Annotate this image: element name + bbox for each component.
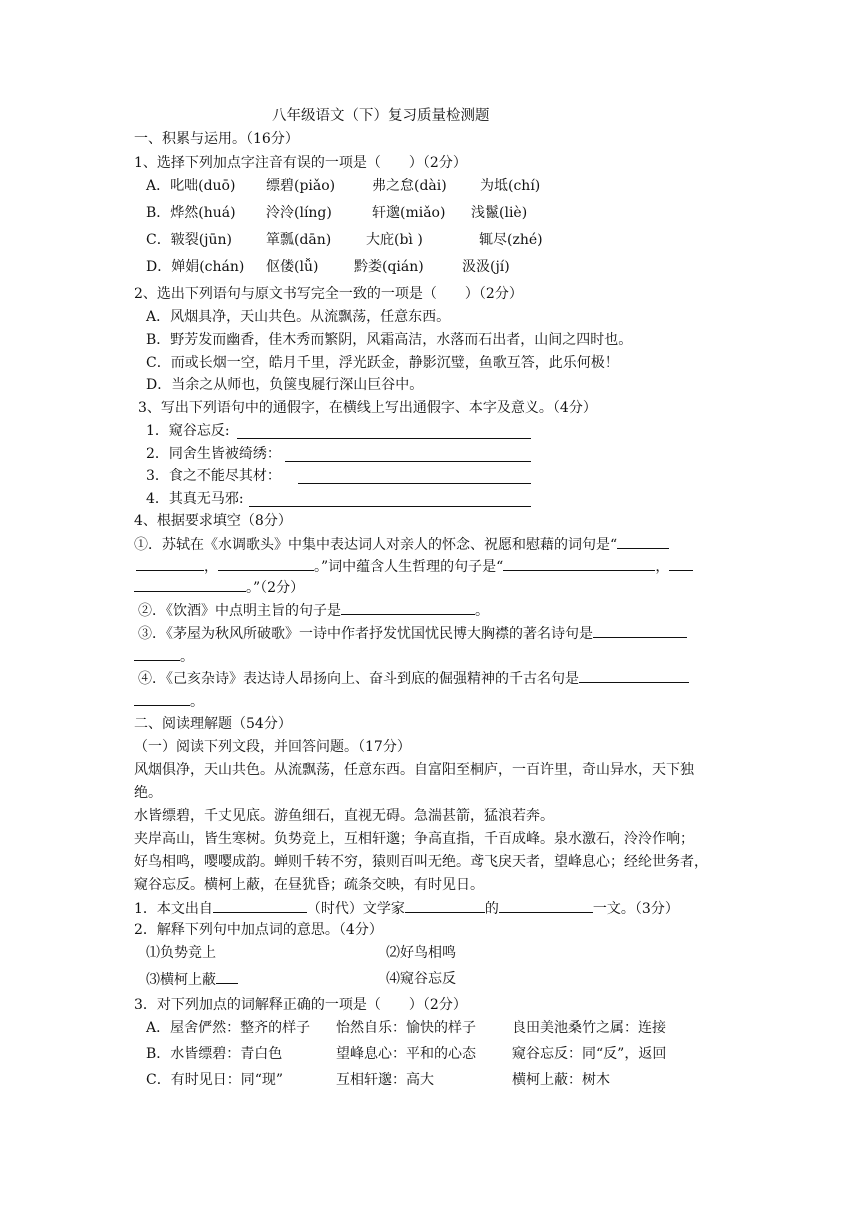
q4-item-1-text: ①．苏轼在《水调歌头》中集中表达词人对亲人的怀念、祝愿和慰藉的词句是“ (134, 537, 618, 553)
q4-blank-3a[interactable] (593, 623, 687, 638)
page-title: 八年级语文（下）复习质量检测题 (272, 108, 490, 124)
q4-blank-1b[interactable] (136, 556, 204, 571)
section-2-heading: 二、阅读理解题（54分） (134, 716, 292, 732)
q4-period-2: 。 (475, 603, 489, 619)
rq2-item-3 (146, 969, 238, 990)
q1-d-4: 汲汲(jí) (462, 259, 510, 275)
q4-blank-1a[interactable] (617, 534, 669, 549)
rq2-blank-3[interactable] (216, 969, 238, 984)
q4-blank-1c[interactable] (218, 556, 314, 571)
q4-item-1-line-1 (134, 534, 669, 555)
passage-line: 水皆缥碧，千丈见底。游鱼细石，直视无碍。急湍甚箭，猛浪若奔。 (134, 808, 554, 824)
q4-blank-4a[interactable] (579, 668, 689, 683)
q1-a-3: 弗之怠(dài) (372, 178, 447, 194)
q4-item-3-line-2 (134, 646, 194, 667)
rq3-b-1: B．水皆缥碧：青白色 (146, 1046, 283, 1062)
rq3-row-b (146, 1044, 666, 1064)
q3-item-4-label: 4．其真无马邪: (146, 491, 244, 507)
rq2-item-4: ⑷窥谷忘反 (386, 971, 456, 987)
q4-blank-1e[interactable] (669, 556, 693, 571)
q4-stem: 4、根据要求填空（8分） (134, 513, 292, 529)
reading-q2-stem: 2．解释下列句中加点词的意思。（4分） (134, 922, 383, 938)
q1-c-4: 辄尽(zhé) (479, 232, 543, 248)
q1-a-1: A．叱咄(duō) (146, 178, 236, 194)
q3-stem: 3、写出下列语句中的通假字，在横线上写出通假字、本字及意义。（4分） (138, 400, 597, 416)
rq2-item-1: ⑴负势竞上 (146, 945, 216, 961)
rq3-row-c (146, 1070, 610, 1090)
q4-blank-4b[interactable] (134, 691, 190, 706)
q1-a-4: 为坻(chí) (480, 178, 541, 194)
q4-comma-1: ， (204, 559, 218, 575)
q1-b-4: 浅鬣(liè) (471, 205, 528, 221)
q4-blank-3b[interactable] (134, 646, 180, 661)
q4-item-4-line-2 (134, 691, 204, 712)
rq1-blank-title[interactable] (499, 898, 593, 913)
reading-1-heading: （一）阅读下列文段，并回答问题。（17分） (134, 739, 411, 755)
q2-stem: 2、选出下列语句与原文书写完全一致的一项是（ ）（2分） (134, 286, 523, 302)
q1-b-3: 轩邈(miǎo) (372, 205, 446, 221)
rq3-b-3: 窥谷忘反：同“反”，返回 (512, 1046, 667, 1062)
q1-d-2: 伛偻(lǚ) (266, 259, 319, 275)
passage-line: 好鸟相鸣，嘤嘤成韵。蝉则千转不穷，猿则百叫无绝。鸢飞戾天者，望峰息心；经纶世务者， (134, 854, 708, 870)
q1-c-2: 箪瓢(dān) (266, 232, 332, 248)
q3-item-1-label: 1．窥谷忘反: (146, 423, 230, 439)
q4-item-3-text: ③．《茅屋为秋风所破歌》一诗中作者抒发忧国忧民博大胸襟的著名诗句是 (138, 626, 593, 642)
rq3-a-3: 良田美池桑竹之属：连接 (512, 1020, 666, 1036)
q4-period-4: 。 (190, 694, 204, 710)
q1-stem: 1、选择下列加点字注音有误的一项是（ ）（2分） (134, 155, 467, 171)
rq3-row-a (146, 1018, 666, 1038)
rq1-text-d: 一文。（3分） (592, 901, 679, 917)
rq3-c-3: 横柯上蔽：树木 (512, 1072, 610, 1088)
q3-answer-blank-4[interactable] (249, 492, 531, 507)
q4-item-4-line-1 (138, 668, 689, 689)
q4-item-4-text: ④．《己亥杂诗》表达诗人昂扬向上、奋斗到底的倔强精神的千古名句是 (138, 671, 579, 687)
q1-c-3: 大庇(bì ) (366, 232, 423, 248)
rq3-a-2: 怡然自乐：愉快的样子 (336, 1020, 476, 1036)
reading-q1 (134, 898, 679, 919)
q3-answer-blank-3[interactable] (298, 469, 531, 484)
q4-comma-2: ， (655, 559, 670, 575)
q1-b-1: B．烨然(huá) (146, 205, 236, 221)
q4-item-2 (138, 600, 489, 621)
q1-row-a (146, 176, 540, 196)
rq2-item-3-text: ⑶横柯上蔽 (146, 972, 216, 988)
rq2-item-2: ⑵好鸟相鸣 (386, 945, 456, 961)
q4-blank-1f[interactable] (134, 577, 246, 592)
q2-option-c: C．而或长烟一空，皓月千里，浮光跃金，静影沉璧，鱼歌互答，此乐何极！ (146, 355, 619, 371)
rq1-blank-era[interactable] (213, 898, 307, 913)
q4-item-1-line-2 (136, 556, 693, 577)
passage-line: 夹岸高山，皆生寒树。负势竞上，互相轩邈；争高直指，千百成峰。泉水激石，泠泠作响； (134, 831, 694, 847)
q1-d-1: D．婵娟(chán) (146, 259, 245, 275)
q3-answer-blank-2[interactable] (285, 447, 531, 462)
q3-item-3 (146, 466, 281, 486)
passage-line: 窥谷忘反。横柯上蔽，在昼犹昏；疏条交映，有时见日。 (134, 877, 484, 893)
q4-item-1-line-3 (134, 577, 304, 598)
passage-line: 风烟俱净，天山共色。从流飘荡，任意东西。自富阳至桐庐，一百许里，奇山异水，天下独 (134, 762, 694, 778)
q2-option-b: B．野芳发而幽香，佳木秀而繁阴，风霜高洁，水落而石出者，山间之四时也。 (146, 332, 633, 348)
q4-item-1-text-b: 。”词中蕴含人生哲理的句子是“ (314, 559, 504, 575)
q1-row-c (146, 230, 543, 250)
passage-line: 绝。 (134, 785, 162, 801)
rq1-text-a: 1．本文出自 (134, 901, 213, 917)
q3-item-4 (146, 489, 244, 509)
reading-q3-stem: 3．对下列加点的词解释正确的一项是（ ）（2分） (134, 997, 467, 1013)
q4-blank-1d[interactable] (503, 556, 655, 571)
q1-d-3: 黔娄(qián) (354, 259, 424, 275)
q3-item-3-label: 3．食之不能尽其材： (146, 468, 281, 484)
rq1-text-b: （时代）文学家 (306, 901, 405, 917)
q1-row-d (146, 257, 510, 277)
section-1-heading: 一、积累与运用。（16分） (134, 131, 299, 147)
q4-item-3-line-1 (138, 623, 687, 644)
q4-item-2-text: ②．《饮酒》中点明主旨的句子是 (138, 603, 341, 619)
rq1-blank-author[interactable] (405, 898, 485, 913)
q3-item-2-label: 2．同舍生皆被绮绣： (146, 446, 281, 462)
rq3-a-1: A．屋舍俨然：整齐的样子 (146, 1020, 311, 1036)
q3-answer-blank-1[interactable] (237, 424, 531, 439)
q1-row-b (146, 203, 527, 223)
rq3-b-2: 望峰息心：平和的心态 (336, 1046, 476, 1062)
q2-option-d: D．当余之从师也，负箧曳屣行深山巨谷中。 (146, 377, 424, 393)
q4-blank-2[interactable] (341, 600, 475, 615)
q1-b-2: 泠泠(líng) (266, 205, 332, 221)
q1-a-2: 缥碧(piǎo) (266, 178, 336, 194)
q1-c-1: C．皲裂(jūn) (146, 232, 233, 248)
q3-item-1 (146, 421, 230, 441)
rq3-c-2: 互相轩邈：高大 (336, 1072, 434, 1088)
rq3-c-1: C．有时见日：同“现” (146, 1072, 284, 1088)
q2-option-a: A．风烟具净，天山共色。从流飘荡，任意东西。 (146, 309, 451, 325)
rq1-text-c: 的 (484, 901, 499, 917)
q3-item-2 (146, 444, 281, 464)
q4-period-3: 。 (180, 649, 194, 665)
q4-item-1-text-c: 。”（2分） (246, 580, 305, 596)
